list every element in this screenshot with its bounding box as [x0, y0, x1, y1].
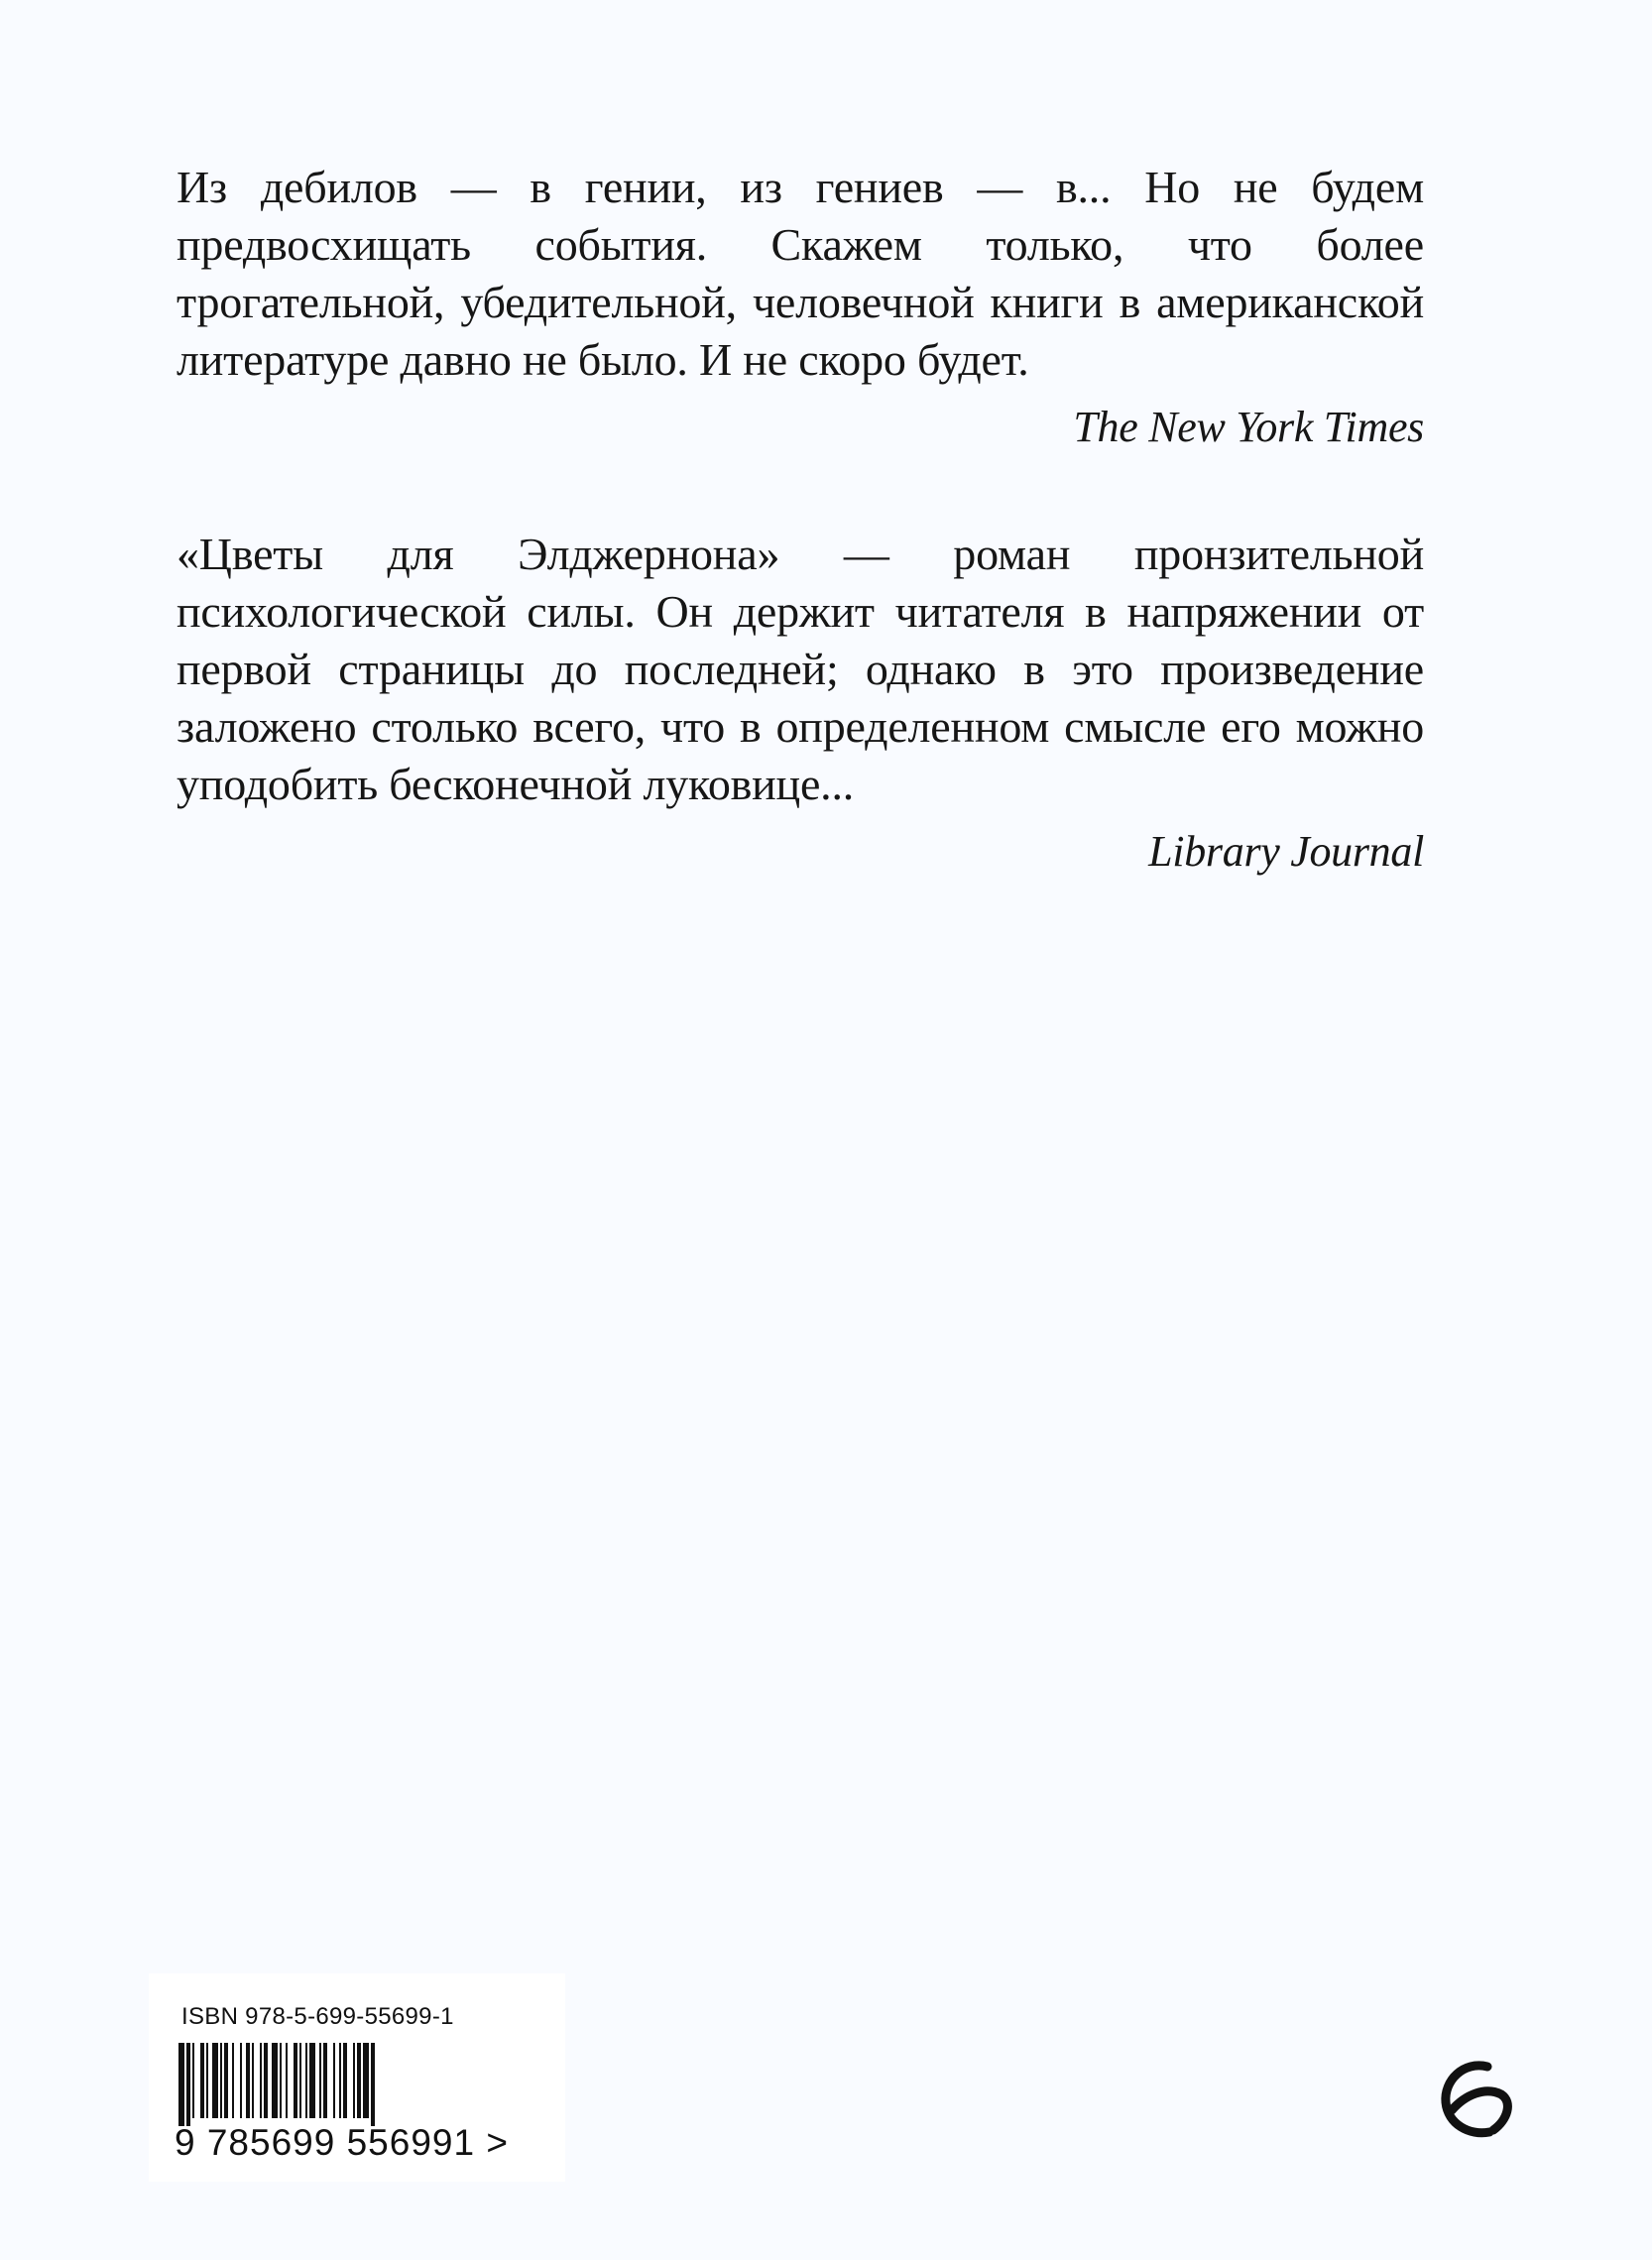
quote-source: The New York Times [1073, 403, 1424, 451]
barcode-bar [220, 2043, 222, 2118]
barcode-bar [305, 2043, 307, 2118]
barcode-bar [323, 2043, 327, 2118]
barcode-bar [299, 2043, 301, 2118]
barcode-bar [333, 2043, 335, 2118]
quote-nyt [177, 159, 1424, 456]
isbn-barcode [149, 1973, 565, 2182]
barcode-bar [339, 2043, 341, 2118]
barcode-bar [232, 2043, 234, 2118]
barcode-bar [280, 2043, 282, 2118]
barcode-bar [371, 2043, 375, 2126]
quote-source: Library Journal [1148, 827, 1424, 876]
barcode-bar [357, 2043, 361, 2118]
barcode-bar [186, 2043, 190, 2126]
barcode-bar [192, 2043, 194, 2118]
barcode-bar [178, 2043, 184, 2126]
barcode-bar [240, 2043, 242, 2118]
barcode-bar [309, 2043, 315, 2118]
barcode-bar [246, 2043, 250, 2118]
barcode-bar [272, 2043, 278, 2118]
barcode-bar [224, 2043, 228, 2118]
eksmo-logo-icon [1436, 2059, 1515, 2146]
barcode-bar [206, 2043, 208, 2118]
barcode-bar [353, 2043, 355, 2118]
barcode-bar [319, 2043, 321, 2118]
barcode-bar [200, 2043, 204, 2118]
quote-text: Из дебилов — в гении, из гениев — в... Но не будем предвосхищать события. Скажем только, что более трогательной, убедительной, человечной книги в американской литературе давно не было. И не скоро будет. [177, 162, 1424, 385]
barcode-bar [363, 2043, 369, 2118]
barcode-digits: 9 785699 556991 > [175, 2122, 509, 2163]
barcode-bar [343, 2043, 347, 2118]
barcode-bars [175, 2043, 512, 2126]
barcode-bar [294, 2043, 297, 2118]
barcode-bar [260, 2043, 262, 2118]
isbn-label: ISBN 978-5-699-55699-1 [181, 2003, 454, 2030]
quote-library-journal [177, 526, 1424, 881]
barcode-bar [252, 2043, 254, 2118]
quote-text: «Цветы для Элджернона» — роман пронзительной психологической силы. Он держит читателя в напряжении от первой страницы до последней; однако в это произведение заложено столько всего, что в определенном смысле его можно уподобить бесконечной луковице... [177, 529, 1424, 809]
barcode-bar [286, 2043, 288, 2118]
barcode-bar [212, 2043, 218, 2118]
barcode-bar [264, 2043, 268, 2118]
